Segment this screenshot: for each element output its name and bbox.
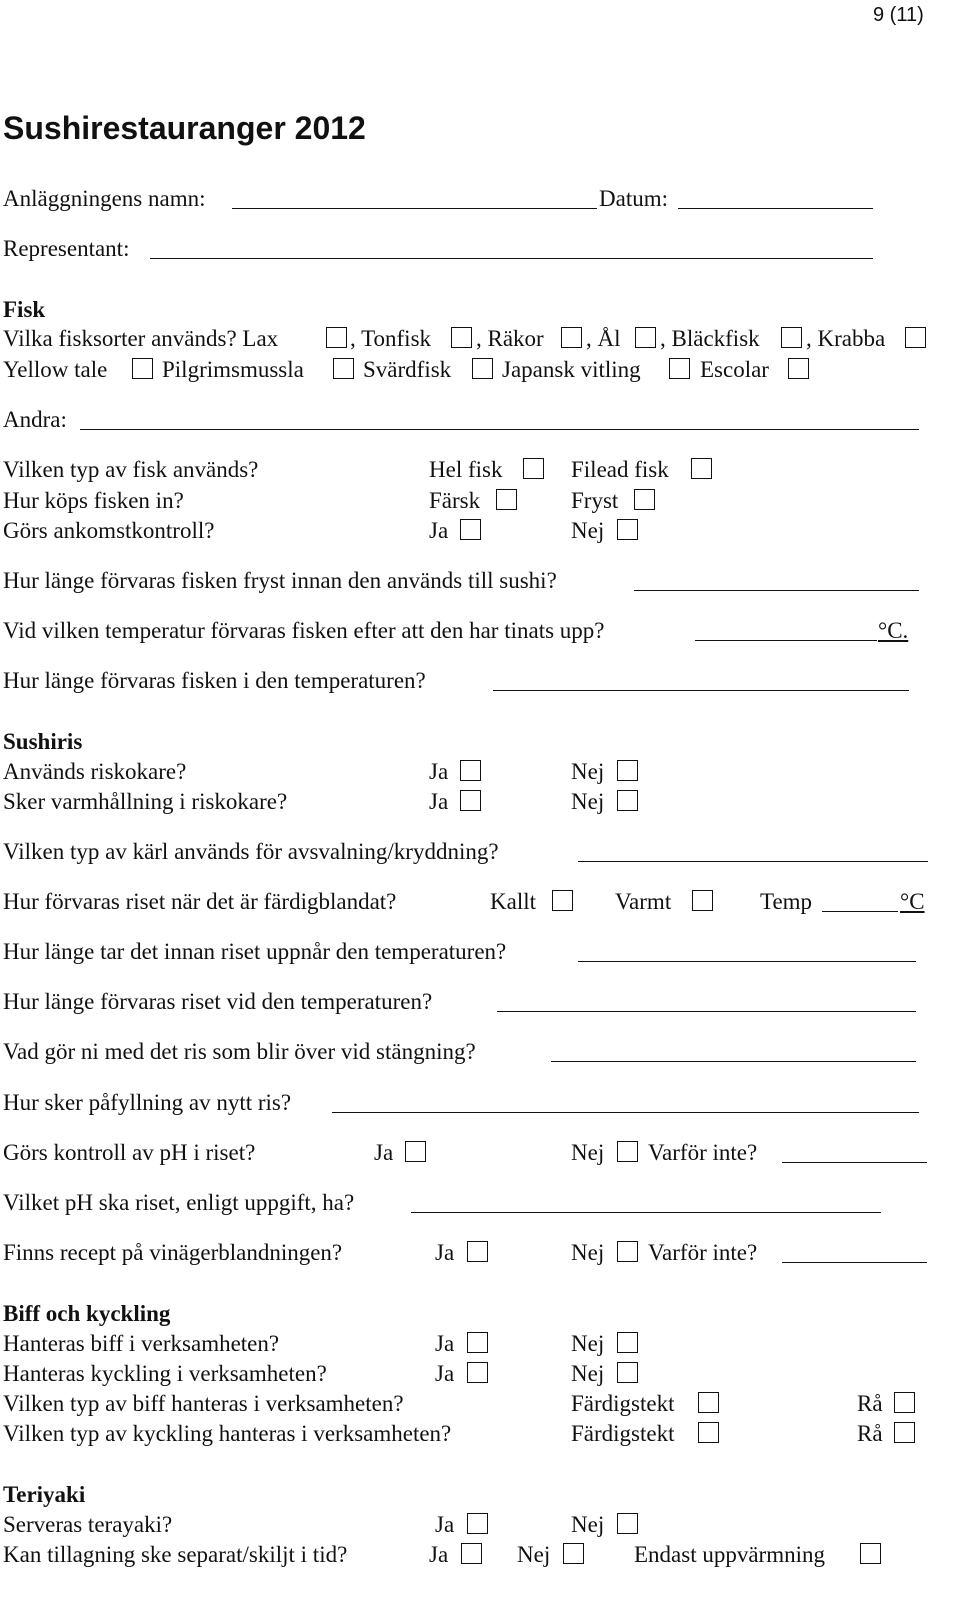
representative-label: Representant: <box>3 236 130 261</box>
leftover-rice-field[interactable] <box>551 1061 916 1062</box>
thaw-temp-field[interactable] <box>695 640 877 641</box>
time-at-temp-field[interactable] <box>497 1011 916 1012</box>
checkbox-chicken-ra[interactable] <box>894 1422 915 1443</box>
time-at-temp-question: Hur länge förvaras riset vid den temperaturen? <box>3 989 433 1014</box>
yes-label: Ja <box>429 518 449 543</box>
teriyaki-served-question: Serveras terayaki? <box>3 1512 173 1537</box>
option-fardigstekt: Färdigstekt <box>571 1391 675 1416</box>
date-label: Datum: <box>599 186 668 211</box>
section-heading-biff-och-kyckling: Biff och kyckling <box>3 1301 171 1326</box>
section-heading-teriyaki: Teriyaki <box>3 1482 86 1507</box>
temp-label: Temp <box>760 889 813 914</box>
fish-buy-question: Hur köps fisken in? <box>3 488 184 513</box>
thaw-temp-question: Vid vilken temperatur förvaras fisken efter att den har tinats upp? <box>3 618 605 643</box>
species-question: Vilka fisksorter används? Lax <box>3 326 279 351</box>
species-label-pilgrimsmussla: Pilgrimsmussla <box>162 357 304 382</box>
checkbox-teriyaki-yes[interactable] <box>467 1513 488 1534</box>
checkbox-beef-yes[interactable] <box>467 1332 488 1353</box>
checkbox-krabba[interactable] <box>905 327 926 348</box>
species-label-al: , Ål <box>586 326 621 351</box>
thaw-temp-unit: °C. <box>878 618 909 643</box>
checkbox-endast-uppvarmning[interactable] <box>860 1543 881 1564</box>
checkbox-arrival-yes[interactable] <box>460 519 481 540</box>
fish-type-question: Vilken typ av fisk används? <box>3 457 259 482</box>
no-label: Nej <box>571 759 605 784</box>
vessel-field[interactable] <box>578 861 928 862</box>
option-farsk: Färsk <box>429 488 481 513</box>
yes-label: Ja <box>429 1542 449 1567</box>
species-label-svardfisk: Svärdfisk <box>363 357 452 382</box>
facility-name-field[interactable] <box>232 208 597 209</box>
ph-value-field[interactable] <box>411 1212 881 1213</box>
checkbox-beef-no[interactable] <box>617 1332 638 1353</box>
rice-refill-field[interactable] <box>332 1112 919 1113</box>
checkbox-chicken-fardigstekt[interactable] <box>698 1422 719 1443</box>
time-to-temp-field[interactable] <box>578 961 916 962</box>
yes-label: Ja <box>429 759 449 784</box>
vessel-question: Vilken typ av kärl används för avsvalning/kryddning? <box>3 839 499 864</box>
checkbox-recipe-yes[interactable] <box>467 1241 488 1262</box>
rice-cooker-question: Används riskokare? <box>3 759 187 784</box>
chicken-type-question: Vilken typ av kyckling hanteras i verksamheten? <box>3 1421 452 1446</box>
option-ra: Rå <box>857 1391 883 1416</box>
checkbox-chicken-yes[interactable] <box>467 1362 488 1383</box>
no-label: Nej <box>571 1512 605 1537</box>
date-field[interactable] <box>678 208 873 209</box>
ph-check-question: Görs kontroll av pH i riset? <box>3 1140 256 1165</box>
checkbox-yellow-tale[interactable] <box>132 358 153 379</box>
checkbox-filead-fisk[interactable] <box>691 458 712 479</box>
chicken-handled-question: Hanteras kyckling i verksamheten? <box>3 1361 327 1386</box>
no-label: Nej <box>571 789 605 814</box>
checkbox-beef-fardigstekt[interactable] <box>698 1392 719 1413</box>
checkbox-warm-no[interactable] <box>617 790 638 811</box>
species-label-blackfisk: , Bläckfisk <box>660 326 760 351</box>
checkbox-al[interactable] <box>635 327 656 348</box>
page-title: Sushirestauranger 2012 <box>3 110 366 146</box>
checkbox-farsk[interactable] <box>496 489 517 510</box>
checkbox-cooker-yes[interactable] <box>460 760 481 781</box>
frozen-duration-field[interactable] <box>634 590 919 591</box>
yes-label: Ja <box>374 1140 394 1165</box>
representative-field[interactable] <box>150 258 873 259</box>
option-endast-uppvarmning: Endast uppvärmning <box>634 1542 825 1567</box>
no-label: Nej <box>571 1331 605 1356</box>
thaw-time-question: Hur länge förvaras fisken i den temperaturen? <box>3 668 426 693</box>
leftover-rice-question: Vad gör ni med det ris som blir över vid stängning? <box>3 1039 476 1064</box>
checkbox-svardfisk[interactable] <box>472 358 493 379</box>
checkbox-japansk-vitling[interactable] <box>669 358 690 379</box>
checkbox-separate-yes[interactable] <box>461 1543 482 1564</box>
checkbox-lax[interactable] <box>326 327 347 348</box>
checkbox-arrival-no[interactable] <box>617 519 638 540</box>
species-label-yellow-tale: Yellow tale <box>3 357 108 382</box>
checkbox-varmt[interactable] <box>692 890 713 911</box>
time-to-temp-question: Hur länge tar det innan riset uppnår den temperaturen? <box>3 939 507 964</box>
rice-refill-question: Hur sker påfyllning av nytt ris? <box>3 1090 292 1115</box>
no-label: Nej <box>571 1140 605 1165</box>
yes-label: Ja <box>435 1240 455 1265</box>
rice-storage-question: Hur förvaras riset när det är färdigblandat? <box>3 889 397 914</box>
no-label: Nej <box>571 1240 605 1265</box>
why-not-label: Varför inte? <box>648 1240 758 1265</box>
option-filead-fisk: Filead fisk <box>571 457 669 482</box>
beef-type-question: Vilken typ av biff hanteras i verksamheten? <box>3 1391 404 1416</box>
checkbox-chicken-no[interactable] <box>617 1362 638 1383</box>
ph-why-not-field[interactable] <box>782 1162 927 1163</box>
option-fryst: Fryst <box>571 488 619 513</box>
checkbox-ph-yes[interactable] <box>405 1141 426 1162</box>
option-kallt: Kallt <box>490 889 536 914</box>
arrival-check-question: Görs ankomstkontroll? <box>3 518 215 543</box>
why-not-label: Varför inte? <box>648 1140 758 1165</box>
checkbox-ph-no[interactable] <box>617 1141 638 1162</box>
checkbox-cooker-no[interactable] <box>617 760 638 781</box>
checkbox-blackfisk[interactable] <box>781 327 802 348</box>
page-number: 9 (11) <box>873 4 924 26</box>
other-species-field[interactable] <box>80 429 919 430</box>
checkbox-teriyaki-no[interactable] <box>617 1513 638 1534</box>
rice-temp-field[interactable] <box>822 911 898 912</box>
checkbox-escolar[interactable] <box>788 358 809 379</box>
species-label-escolar: Escolar <box>700 357 769 382</box>
yes-label: Ja <box>435 1331 455 1356</box>
checkbox-warm-yes[interactable] <box>460 790 481 811</box>
no-label: Nej <box>517 1542 551 1567</box>
species-label-tonfisk: , Tonfisk <box>350 326 432 351</box>
option-ra: Rå <box>857 1421 883 1446</box>
section-heading-fisk: Fisk <box>3 297 46 322</box>
checkbox-separate-no[interactable] <box>563 1543 584 1564</box>
no-label: Nej <box>571 518 605 543</box>
facility-name-label: Anläggningens namn: <box>3 186 206 211</box>
ph-value-question: Vilket pH ska riset, enligt uppgift, ha? <box>3 1190 355 1215</box>
option-varmt: Varmt <box>615 889 672 914</box>
section-heading-sushiris: Sushiris <box>3 729 83 754</box>
species-label-rakor: , Räkor <box>476 326 544 351</box>
species-label-japansk-vitling: Japansk vitling <box>502 357 641 382</box>
checkbox-rakor[interactable] <box>561 327 582 348</box>
checkbox-fryst[interactable] <box>634 489 655 510</box>
yes-label: Ja <box>435 1512 455 1537</box>
option-fardigstekt: Färdigstekt <box>571 1421 675 1446</box>
other-species-label: Andra: <box>3 407 67 432</box>
beef-handled-question: Hanteras biff i verksamheten? <box>3 1331 280 1356</box>
warm-holding-question: Sker varmhållning i riskokare? <box>3 789 288 814</box>
species-label-krabba: , Krabba <box>806 326 886 351</box>
checkbox-hel-fisk[interactable] <box>523 458 544 479</box>
frozen-duration-question: Hur länge förvaras fisken fryst innan den används till sushi? <box>3 568 557 593</box>
checkbox-recipe-no[interactable] <box>617 1241 638 1262</box>
checkbox-beef-ra[interactable] <box>894 1392 915 1413</box>
checkbox-tonfisk[interactable] <box>451 327 472 348</box>
thaw-time-field[interactable] <box>493 690 909 691</box>
option-hel-fisk: Hel fisk <box>429 457 503 482</box>
rice-temp-unit: °C <box>900 889 925 914</box>
no-label: Nej <box>571 1361 605 1386</box>
checkbox-pilgrimsmussla[interactable] <box>333 358 354 379</box>
recipe-why-not-field[interactable] <box>782 1262 927 1263</box>
yes-label: Ja <box>429 789 449 814</box>
yes-label: Ja <box>435 1361 455 1386</box>
separate-cooking-question: Kan tillagning ske separat/skiljt i tid? <box>3 1542 348 1567</box>
vinegar-recipe-question: Finns recept på vinägerblandningen? <box>3 1240 343 1265</box>
checkbox-kallt[interactable] <box>552 890 573 911</box>
